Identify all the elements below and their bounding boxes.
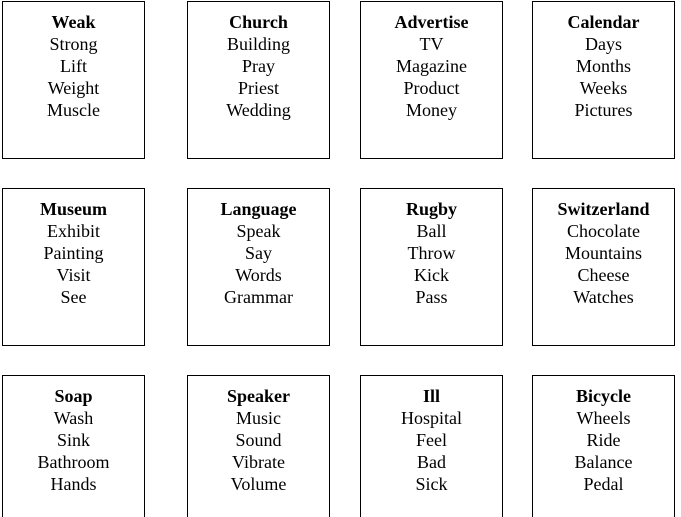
word-card xyxy=(2,188,145,346)
word-card xyxy=(187,375,330,517)
word-card xyxy=(2,375,145,517)
card-word: Say xyxy=(245,243,272,263)
card-title: Church xyxy=(229,12,288,32)
card-word: Lift xyxy=(60,56,87,76)
card-word: Sink xyxy=(56,430,90,450)
card-title: Rugby xyxy=(405,199,458,219)
card-word: Vibrate xyxy=(232,452,285,472)
card-word: Wedding xyxy=(226,100,291,120)
card-title: Switzerland xyxy=(557,199,650,219)
card-word: Exhibit xyxy=(47,221,100,241)
card-word: Speak xyxy=(236,221,281,241)
card-word: TV xyxy=(419,34,444,54)
card-word: Magazine xyxy=(396,56,467,76)
card-word: Mountains xyxy=(564,243,642,263)
card-word: Hospital xyxy=(401,408,462,428)
card-word: Pedal xyxy=(583,474,624,494)
card-title: Speaker xyxy=(227,386,290,406)
card-title: Advertise xyxy=(394,12,469,32)
card-word: Weight xyxy=(47,78,100,98)
card-word: Money xyxy=(406,100,457,120)
card-word: Strong xyxy=(49,34,98,54)
card-word: Visit xyxy=(56,265,91,285)
card-word: Product xyxy=(403,78,460,98)
card-word: Balance xyxy=(574,452,633,472)
card-word: Weeks xyxy=(579,78,628,98)
card-word: Painting xyxy=(43,243,104,263)
word-card xyxy=(532,1,675,159)
card-word: Grammar xyxy=(224,287,293,307)
word-card xyxy=(360,375,503,517)
card-word: Pass xyxy=(415,287,448,307)
card-word: Throw xyxy=(407,243,456,263)
card-word: Days xyxy=(585,34,622,54)
word-card xyxy=(532,375,675,517)
card-word: Bathroom xyxy=(37,452,110,472)
card-word: Ball xyxy=(416,221,447,241)
card-word: Bad xyxy=(417,452,446,472)
card-word: See xyxy=(60,287,87,307)
card-word: Muscle xyxy=(47,100,100,120)
card-word: Sick xyxy=(415,474,448,494)
card-title: Bicycle xyxy=(576,386,631,406)
card-title: Calendar xyxy=(567,12,640,32)
word-card xyxy=(2,1,145,159)
word-card xyxy=(187,1,330,159)
card-word: Ride xyxy=(586,430,621,450)
word-card xyxy=(187,188,330,346)
card-word: Words xyxy=(235,265,282,285)
card-word: Feel xyxy=(416,430,447,450)
card-title: Weak xyxy=(51,12,96,32)
card-word: Hands xyxy=(50,474,97,494)
card-word: Pictures xyxy=(574,100,633,120)
card-title: Ill xyxy=(422,386,440,406)
card-word: Months xyxy=(575,56,631,76)
card-word: Chocolate xyxy=(567,221,640,241)
card-word: Wheels xyxy=(576,408,631,428)
card-word: Priest xyxy=(237,78,279,98)
card-title: Soap xyxy=(54,386,93,406)
word-card xyxy=(532,188,675,346)
card-word: Watches xyxy=(573,287,634,307)
card-word: Cheese xyxy=(577,265,630,285)
card-title: Museum xyxy=(40,199,107,219)
card-word: Wash xyxy=(53,408,94,428)
card-title: Language xyxy=(220,199,297,219)
word-card xyxy=(360,188,503,346)
card-word: Volume xyxy=(230,474,287,494)
word-card xyxy=(360,1,503,159)
card-word: Sound xyxy=(235,430,282,450)
card-word: Building xyxy=(226,34,290,54)
card-word: Pray xyxy=(242,56,275,76)
card-word: Music xyxy=(236,408,281,428)
card-word: Kick xyxy=(414,265,449,285)
